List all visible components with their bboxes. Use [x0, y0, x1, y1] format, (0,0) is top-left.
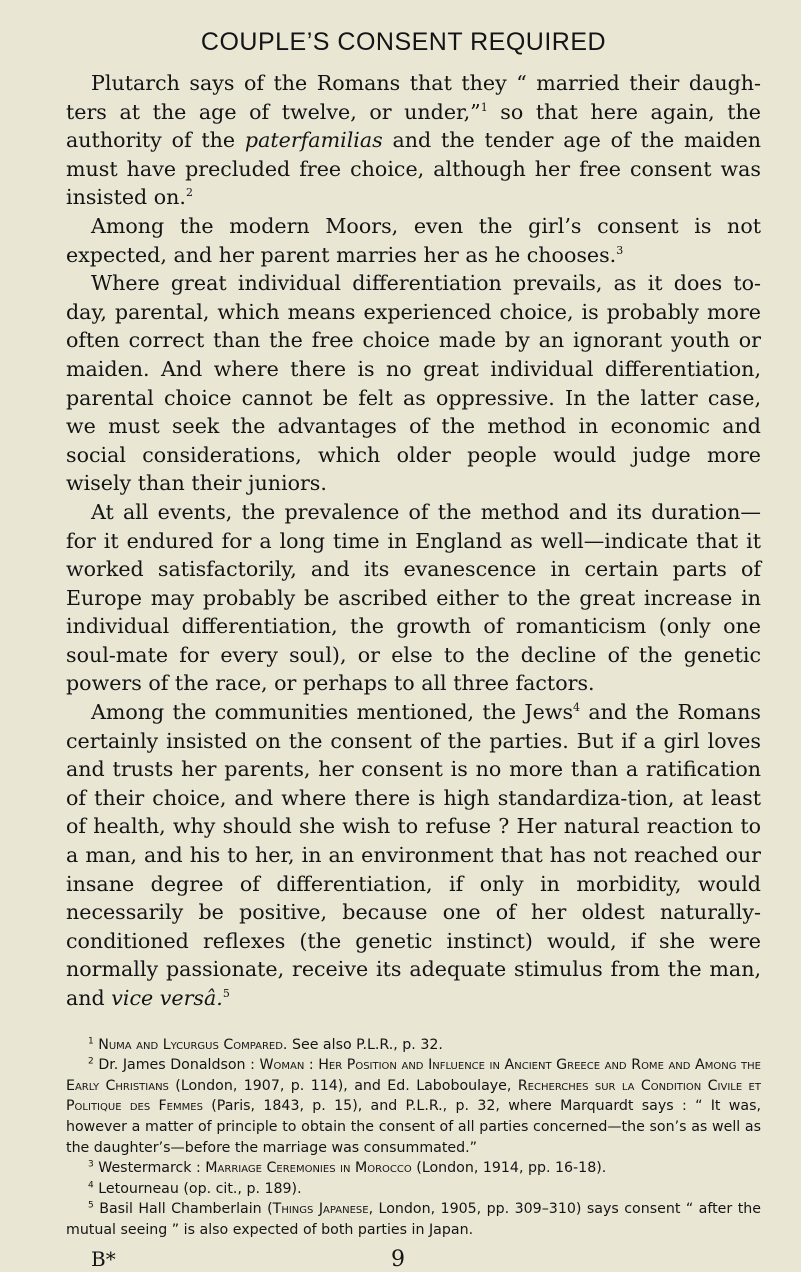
- footnote-3-text-a: Westermarck :: [98, 1160, 206, 1177]
- footnote-5-title: Things Japanese: [272, 1201, 369, 1218]
- footnote-2-title-2: Recherches sur la Condition Civile et Politique des Femmes: [66, 1077, 761, 1115]
- footnote-1-title: Numa and Lycurgus Compared.: [98, 1036, 288, 1053]
- footnote-1-text: See also P.L.R., p. 32.: [287, 1036, 443, 1053]
- footnote-2-text-c: (Paris, 1843, p. 15), and P.L.R., p. 32, where Marquardt says : “ It was, however a matter of principle to obtain the consent of all parties concerned—the son’s as well as the daughter’s—before the marriage was consummated.”: [66, 1098, 761, 1156]
- footnote-5: [66, 1199, 761, 1240]
- footnote-3: [66, 1158, 761, 1179]
- page-footer: [66, 1247, 761, 1272]
- footnote-1-number: 1: [88, 1035, 94, 1046]
- paragraph-3: Where great individual differentiation prevails, as it does to-day, parental, which means experienced choice, is probably more often correct than the free choice made by an ignorant youth or maiden. And where there is no great individual differentiation, parental choice cannot be felt as oppressive. In the latter case, we must seek the advantages of the method in economic and social considerations, which older people would judge more wisely than their juniors.: [66, 271, 761, 496]
- footnotes: [66, 1035, 761, 1241]
- footnote-ref-3: 3: [616, 243, 624, 257]
- body-text: [66, 69, 761, 1013]
- footnote-5-number: 5: [88, 1200, 94, 1211]
- footnote-1: [66, 1035, 761, 1056]
- paragraph-2: [66, 212, 761, 269]
- footnote-ref-2: 2: [185, 186, 193, 200]
- footnote-ref-4: 4: [573, 701, 581, 715]
- p5-text-a: Among the communities mentioned, the Jews: [91, 700, 574, 725]
- footnote-2-number: 2: [88, 1056, 94, 1067]
- footnote-5-text-a: Basil Hall Chamberlain (: [99, 1201, 273, 1218]
- p1-text-c: and the tender age of the maiden must have precluded free choice, although her free consent was insisted on.: [66, 128, 761, 210]
- p1-text-a: Plutarch says of the Romans that they “ married their daugh-ters at the age of twelve, or under,”: [66, 71, 761, 124]
- p1-italic: paterfamilias: [244, 128, 383, 153]
- p1-text-b: so that here again, the authority of the: [66, 99, 761, 153]
- paragraph-1: [66, 69, 761, 212]
- page-number: 9: [391, 1246, 405, 1272]
- footnote-3-text-b: (London, 1914, pp. 16-18).: [411, 1160, 607, 1177]
- footnote-3-title: Marriage Ceremonies in Morocco: [205, 1160, 412, 1177]
- footnote-4-text: Letourneau (op. cit., p. 189).: [98, 1180, 302, 1197]
- footnote-2-title-1: Woman : Her Position and Influence in Ancient Greece and Rome and Among the Early Christians: [66, 1057, 762, 1094]
- p5-text-b: and the Romans certainly insisted on the consent of the parties. But if a girl loves and trusts her parents, her consent is no more than a ratification of their choice, and where there is high standardiza-tion, at least of health, why should she wish to refuse ? Her natural reaction to a man, and his to her, in an environment that has not reached our insane degree of differentiation, if only in morbidity, would necessarily be positive, because one of her oldest naturally-conditioned reflexes (the genetic instinct) would, if she were normally passionate, receive its adequate stimulus from the man, and: [66, 700, 761, 1010]
- p5-italic: vice versâ.: [111, 986, 223, 1010]
- footnote-3-number: 3: [88, 1159, 94, 1170]
- running-head: COUPLE’S CONSENT REQUIRED: [200, 28, 607, 56]
- footnote-2-text-a: Dr. James Donaldson :: [98, 1057, 260, 1074]
- footnote-4-number: 4: [88, 1180, 94, 1191]
- footnote-4: [66, 1179, 761, 1200]
- paragraph-5: [66, 698, 761, 1013]
- footnote-5-text-b: , London, 1905, pp. 309–310) says consent “ after the mutual seeing ” is also expected of both parties in Japan.: [66, 1201, 761, 1238]
- footnote-2-text-b: (London, 1907, p. 114), and Ed. Laboboulaye,: [168, 1077, 518, 1094]
- signature-mark: B*: [91, 1246, 116, 1271]
- paragraph-4: At all events, the prevalence of the method and its duration— for it endured for a long time in England as well—indicate that it worked satisfactorily, and its evanescence in certain parts of Europe may probably be ascribed either to the great increase in individual differentiation, the growth of romanticism (only one soul-mate for every soul), or else to the decline of the genetic powers of the race, or perhaps to all three factors.: [66, 499, 761, 696]
- footnote-ref-5: 5: [222, 987, 230, 1001]
- p2-text-a: Among the modern Moors, even the girl’s consent is not expected, and her parent marries her as he chooses.: [66, 213, 761, 267]
- footnote-2: [66, 1055, 761, 1158]
- footnote-ref-1: 1: [480, 100, 488, 114]
